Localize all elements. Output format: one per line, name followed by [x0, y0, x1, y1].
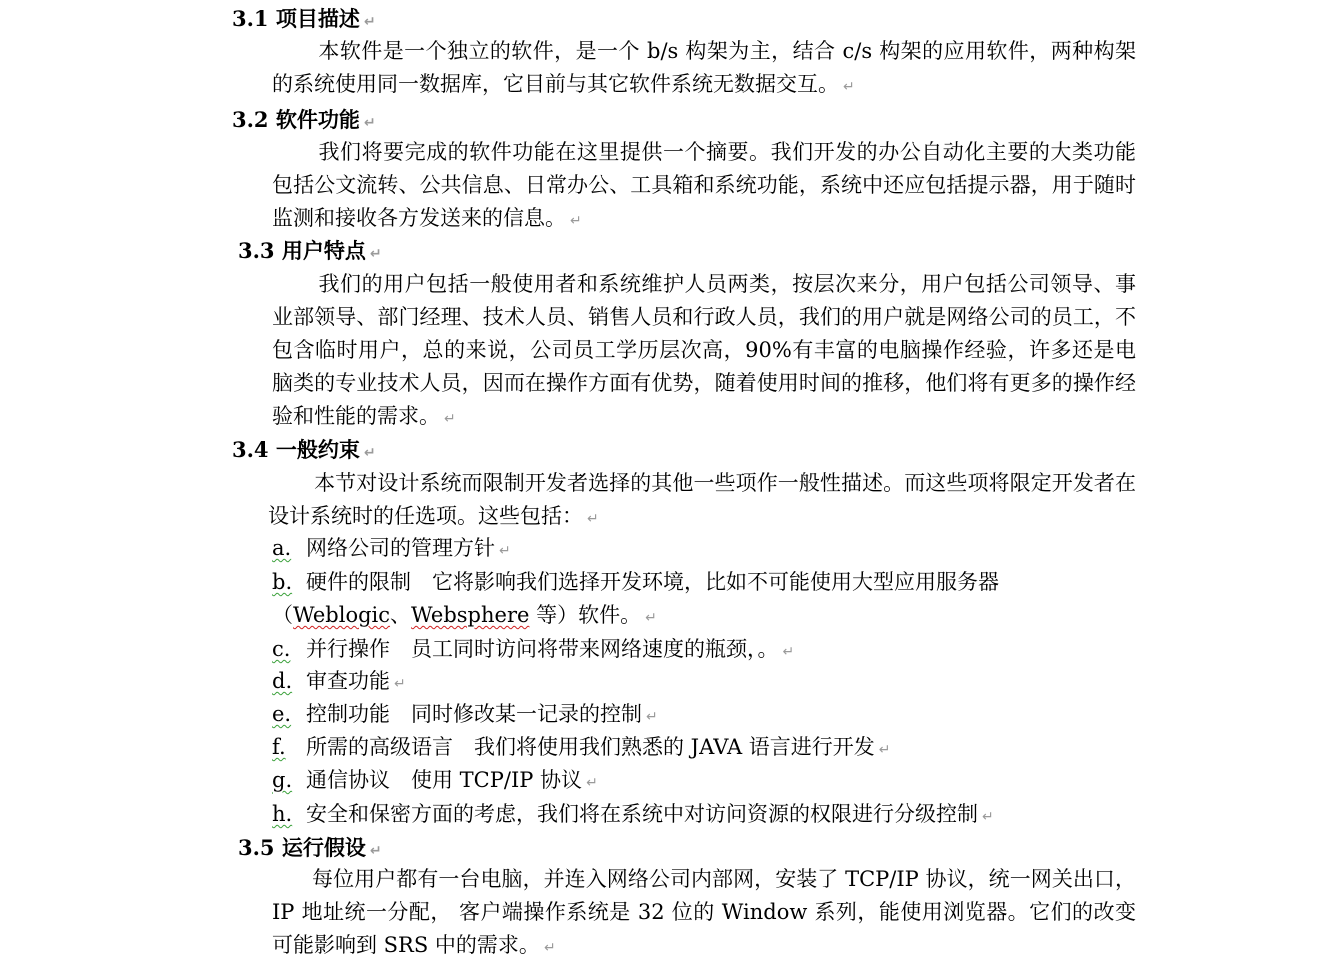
list-item-c: c. 并行操作 员工同时访问将带来网络速度的瓶颈，。 ↵: [272, 637, 795, 661]
section-heading-3-4: 3.4 一般约束 ↵: [232, 437, 376, 462]
spelling-flagged-term: Websphere: [411, 603, 530, 627]
list-item-e: e. 控制功能 同时修改某一记录的控制 ↵: [272, 702, 658, 726]
spelling-flagged-term: Weblogic: [293, 603, 391, 627]
list-item-a: a. 网络公司的管理方针 ↵: [272, 536, 511, 560]
section-paragraph-3-3: 我们的用户包括一般使用者和系统维护人员两类，按层次来分，用户包括公司领导、事业部领导、部门经理、技术人员、销售人员和行政人员，我们的用户就是网络公司的员工，不包含临时用户，总的来说，公司员工学历层次高，90%有丰富的电脑操作经验，许多还是电脑类的专业技术人员，因而在操作方面有优势，随着使用时间的推移，他们将有更多的操作经验和性能的需求。 ↵: [272, 272, 1136, 428]
section-heading-3-5: 3.5 运行假设 ↵: [238, 835, 382, 860]
list-item-g: g. 通信协议 使用 TCP/IP 协议 ↵: [272, 768, 598, 792]
list-item-f: f. 所需的高级语言 我们将使用我们熟悉的 JAVA 语言进行开发 ↵: [272, 735, 891, 759]
section-paragraph-3-5: 每位用户都有一台电脑，并连入网络公司内部网，安装了 TCP/IP 协议，统一网关出口，IP 地址统一分配， 客户端操作系统是 32 位的 Window 系列，能使用浏览器。它们的改变可能影响到 SRS 中的需求。 ↵: [272, 867, 1136, 957]
section-heading-3-2: 3.2 软件功能 ↵: [232, 107, 376, 132]
section-paragraph-3-2: 我们将要完成的软件功能在这里提供一个摘要。我们开发的办公自动化主要的大类功能包括公文流转、公共信息、日常办公、工具箱和系统功能，系统中还应包括提示器，用于随时监测和接收各方发送来的信息。 ↵: [272, 140, 1136, 230]
list-item-h: h. 安全和保密方面的考虑，我们将在系统中对访问资源的权限进行分级控制 ↵: [272, 802, 994, 826]
section-heading-3-3: 3.3 用户特点 ↵: [238, 238, 382, 263]
section-heading-3-1: 3.1 项目描述 ↵: [232, 6, 376, 31]
section-paragraph-3-4: 本节对设计系统而限制开发者选择的其他一些项作一般性描述。而这些项将限定开发者在设计系统时的任选项。这些包括： ↵: [268, 471, 1136, 528]
list-item-b: b. 硬件的限制 它将影响我们选择开发环境，比如不可能使用大型应用服务器（Weblogic、Websphere 等）软件。 ↵: [272, 570, 999, 627]
list-item-d: d. 审查功能 ↵: [272, 669, 406, 693]
section-paragraph-3-1: 本软件是一个独立的软件，是一个 b/s 构架为主，结合 c/s 构架的应用软件，两种构架的系统使用同一数据库，它目前与其它软件系统无数据交互。 ↵: [272, 39, 1136, 96]
